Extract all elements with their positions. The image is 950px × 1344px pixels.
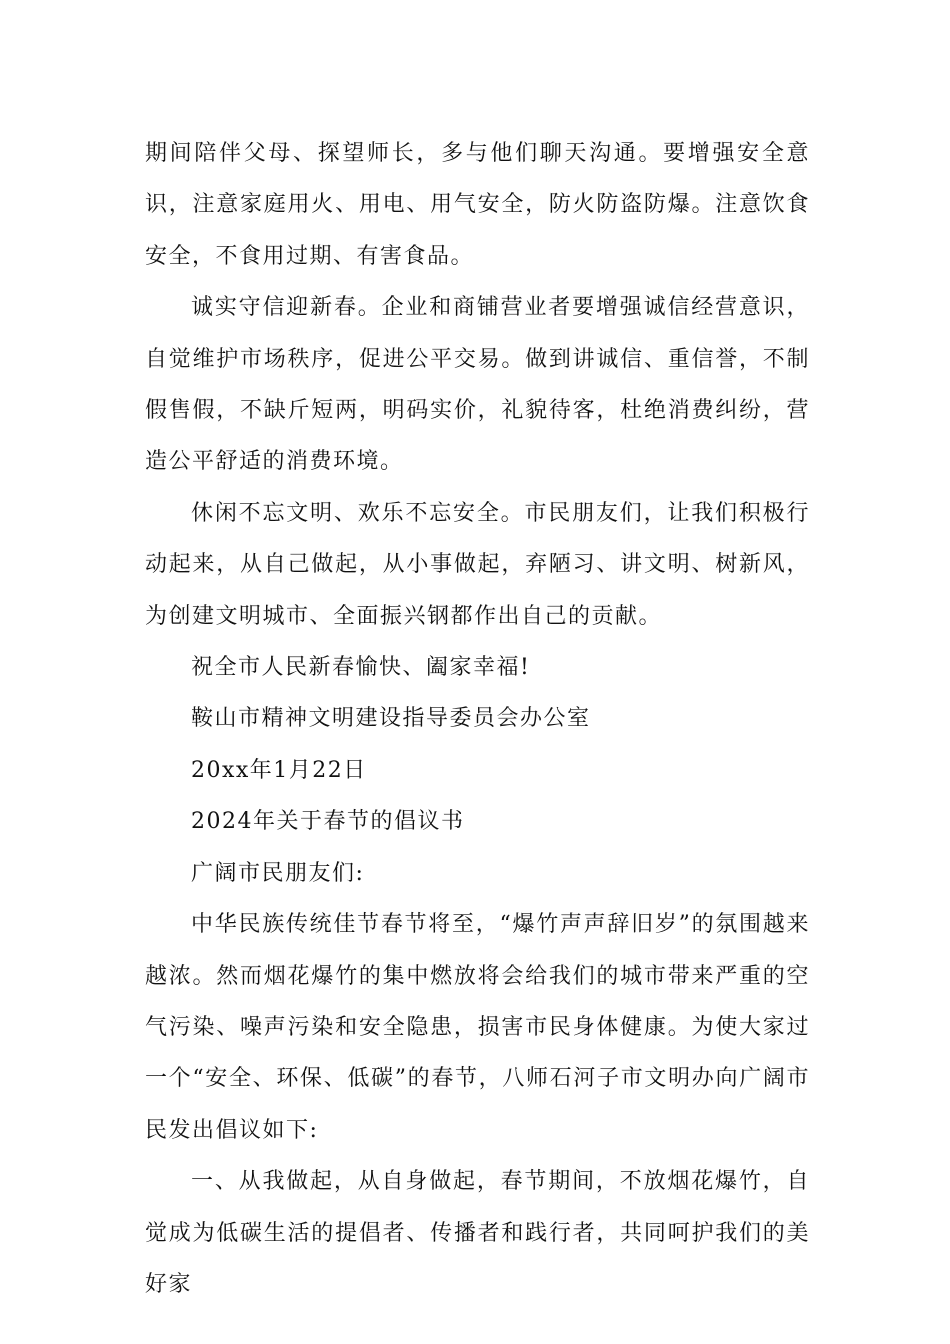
- paragraph-intro: 中华民族传统佳节春节将至，“爆竹声声辞旧岁”的氛围越来越浓。然而烟花爆竹的集中燃放将会给我们的城市带来严重的空气污染、噪声污染和安全隐患，损害市民身体健康。为使大家过一个“安全、环保、低碳”的春节，八师石河子市文明办向广阔市民发出倡议如下:: [145, 912, 810, 1143]
- salutation: 广阔市民朋友们:: [191, 860, 365, 886]
- signature-organization: 鞍山市精神文明建设指导委员会办公室: [191, 706, 591, 732]
- paragraph-safety: 期间陪伴父母、探望师长，多与他们聊天沟通。要增强安全意识，注意家庭用火、用电、用气安全，防火防盗防爆。注意饮食安全，不食用过期、有害食品。: [145, 141, 810, 269]
- signature-date: 20xx年1月22日: [191, 757, 367, 783]
- proposal-title: 2024年关于春节的倡议书: [191, 809, 465, 835]
- document-body: [145, 128, 810, 1310]
- paragraph-item-one: 一、从我做起，从自身做起，春节期间，不放烟花爆竹，自觉成为低碳生活的提倡者、传播者和践行者，共同呵护我们的美好家: [145, 1169, 810, 1297]
- paragraph-civility: 休闲不忘文明、欢乐不忘安全。市民朋友们，让我们积极行动起来，从自己做起，从小事做起，弃陋习、讲文明、树新风，为创建文明城市、全面振兴钢都作出自己的贡献。: [145, 500, 810, 629]
- greeting-line: 祝全市人民新春愉快、阖家幸福!: [191, 655, 531, 681]
- paragraph-honesty: 诚实守信迎新春。企业和商铺营业者要增强诚信经营意识，自觉维护市场秩序，促进公平交易。做到讲诚信、重信誉，不制假售假，不缺斤短两，明码实价，礼貌待客，杜绝消费纠纷，营造公平舒适的消费环境。: [145, 295, 810, 475]
